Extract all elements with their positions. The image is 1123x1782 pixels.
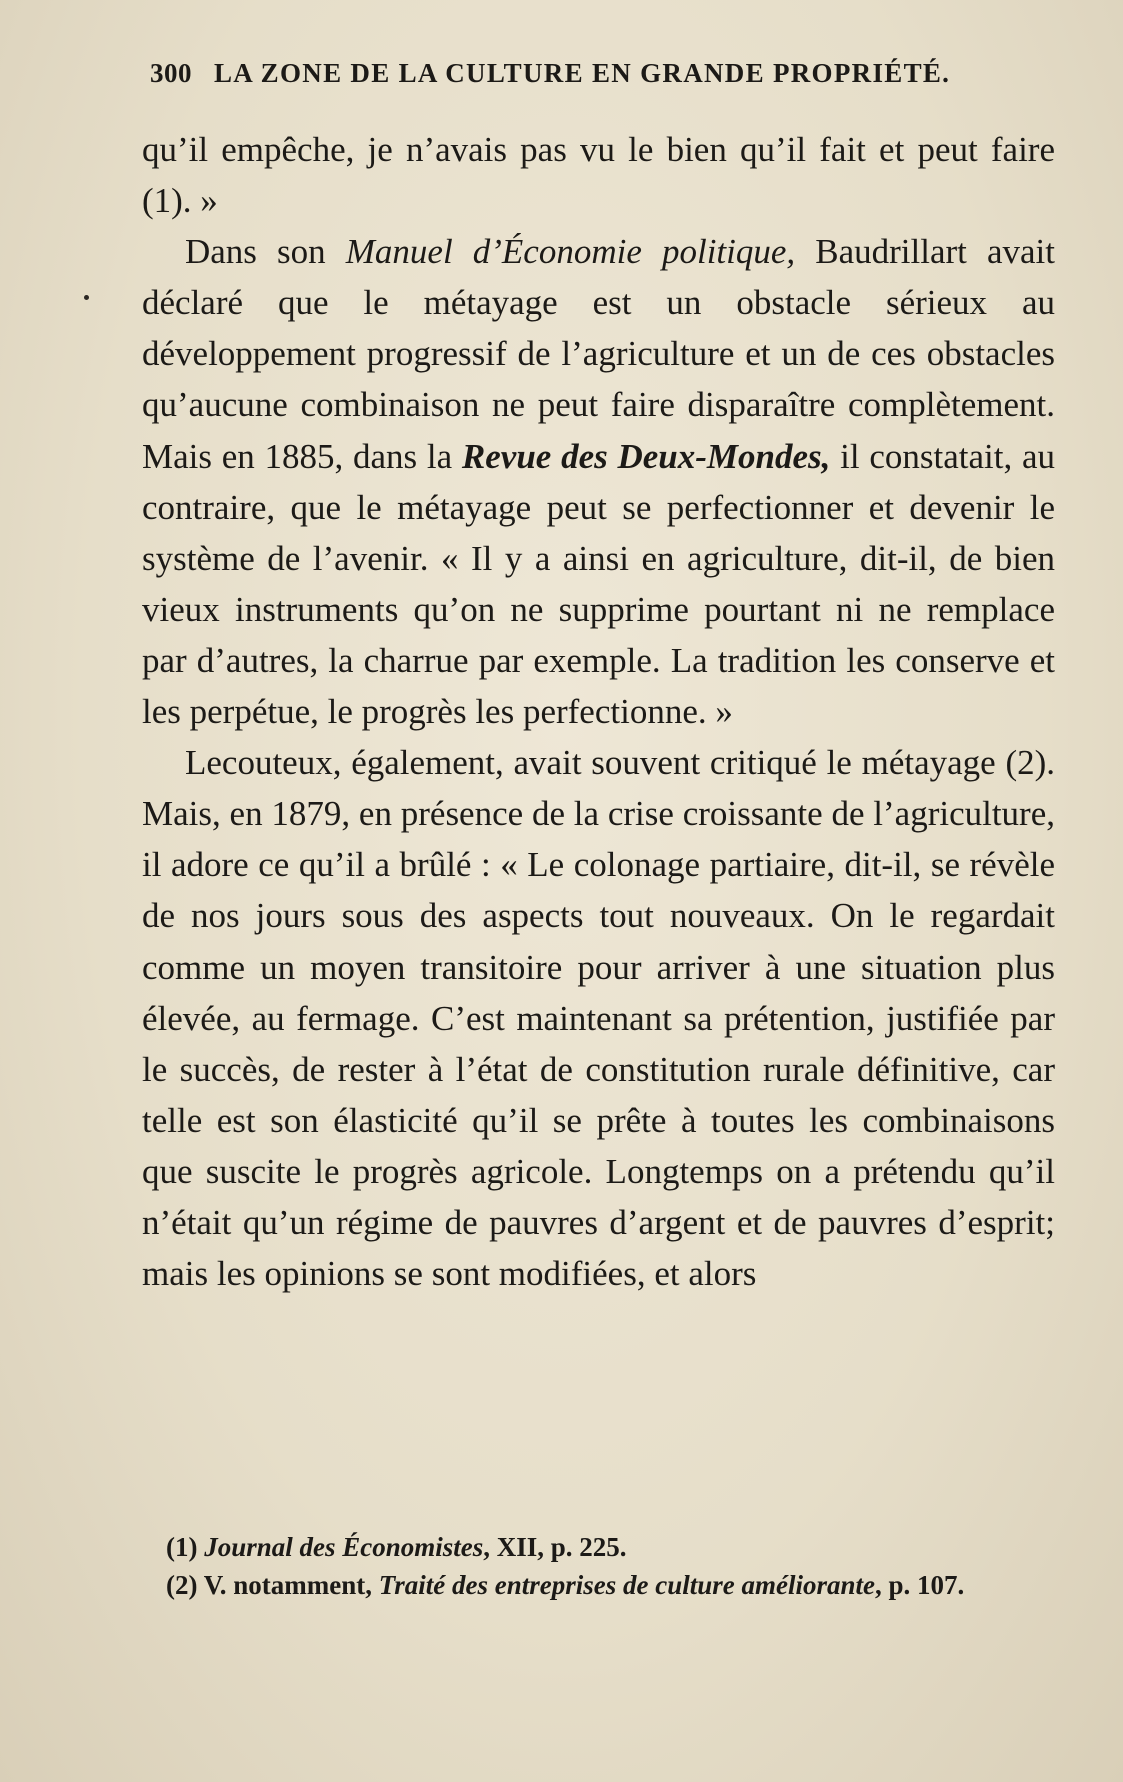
footnote-title: Journal des Économistes: [204, 1532, 484, 1562]
page-number: 300: [150, 58, 192, 88]
book-title-manuel: Manuel d’Économie politique,: [345, 232, 796, 272]
paragraph-text: il constatait, au contraire, que le métayage peut se perfectionner et devenir le système de l’avenir. « Il y a ainsi en agriculture, dit-il, de bien vieux instruments qu’on ne supprime pourtant ni ne remplace par d’autres, la charrue par exemple. La tradition les conserve et les perpétue, le progrès les perfectionne. »: [142, 436, 1055, 732]
footnote-marker: (2) V. notamment,: [166, 1570, 379, 1600]
footnote-1: [142, 1528, 1055, 1566]
running-title: LA ZONE DE LA CULTURE EN GRANDE PROPRIÉTÉ.: [214, 58, 951, 88]
margin-dot: [84, 295, 89, 300]
paragraph-text: Dans son: [185, 232, 346, 272]
paragraph-text: Baudrillart avait déclaré que le métayage est un obstacle sérieux au développement progressif de l’agriculture et un de ces obstacles qu’aucune combinaison ne peut faire disparaître complètement. Mais en 1885, dans la: [142, 232, 1055, 476]
footnote-text: , XII, p. 225.: [483, 1532, 627, 1562]
footnote-2: [142, 1566, 1055, 1604]
journal-title-revue: Revue des Deux-Mondes,: [461, 436, 831, 476]
footnote-marker: (1): [166, 1532, 205, 1562]
paragraph-lecouteux: Lecouteux, également, avait souvent critiqué le métayage (2). Mais, en 1879, en présence de la crise croissante de l’agriculture, il adore ce qu’il a brûlé : « Le colonage partiaire, dit-il, se révèle de nos jours sous des aspects tout nouveaux. On le regardait comme un moyen transitoire pour arriver à une situation plus élevée, au fermage. C’est maintenant sa prétention, justifiée par le succès, de rester à l’état de constitution rurale définitive, car telle est son élasticité qu’il se prête à toutes les combinaisons que suscite le progrès agricole. Longtemps on a prétendu qu’il n’était qu’un régime de pauvres d’argent et de pauvres d’esprit; mais les opinions se sont modifiées, et alors: [142, 743, 1055, 1294]
paragraph-continuation: qu’il empêche, je n’avais pas vu le bien qu’il fait et peut faire (1). »: [142, 130, 1055, 221]
footnote-text: , p. 107.: [874, 1570, 965, 1600]
paragraph-baudrillart: [142, 226, 1055, 737]
footnotes: [142, 1528, 1055, 1604]
page-header: [150, 58, 1035, 89]
footnote-title: Traité des entreprises de culture améliorante: [378, 1570, 875, 1600]
body-text: [142, 124, 1055, 1299]
